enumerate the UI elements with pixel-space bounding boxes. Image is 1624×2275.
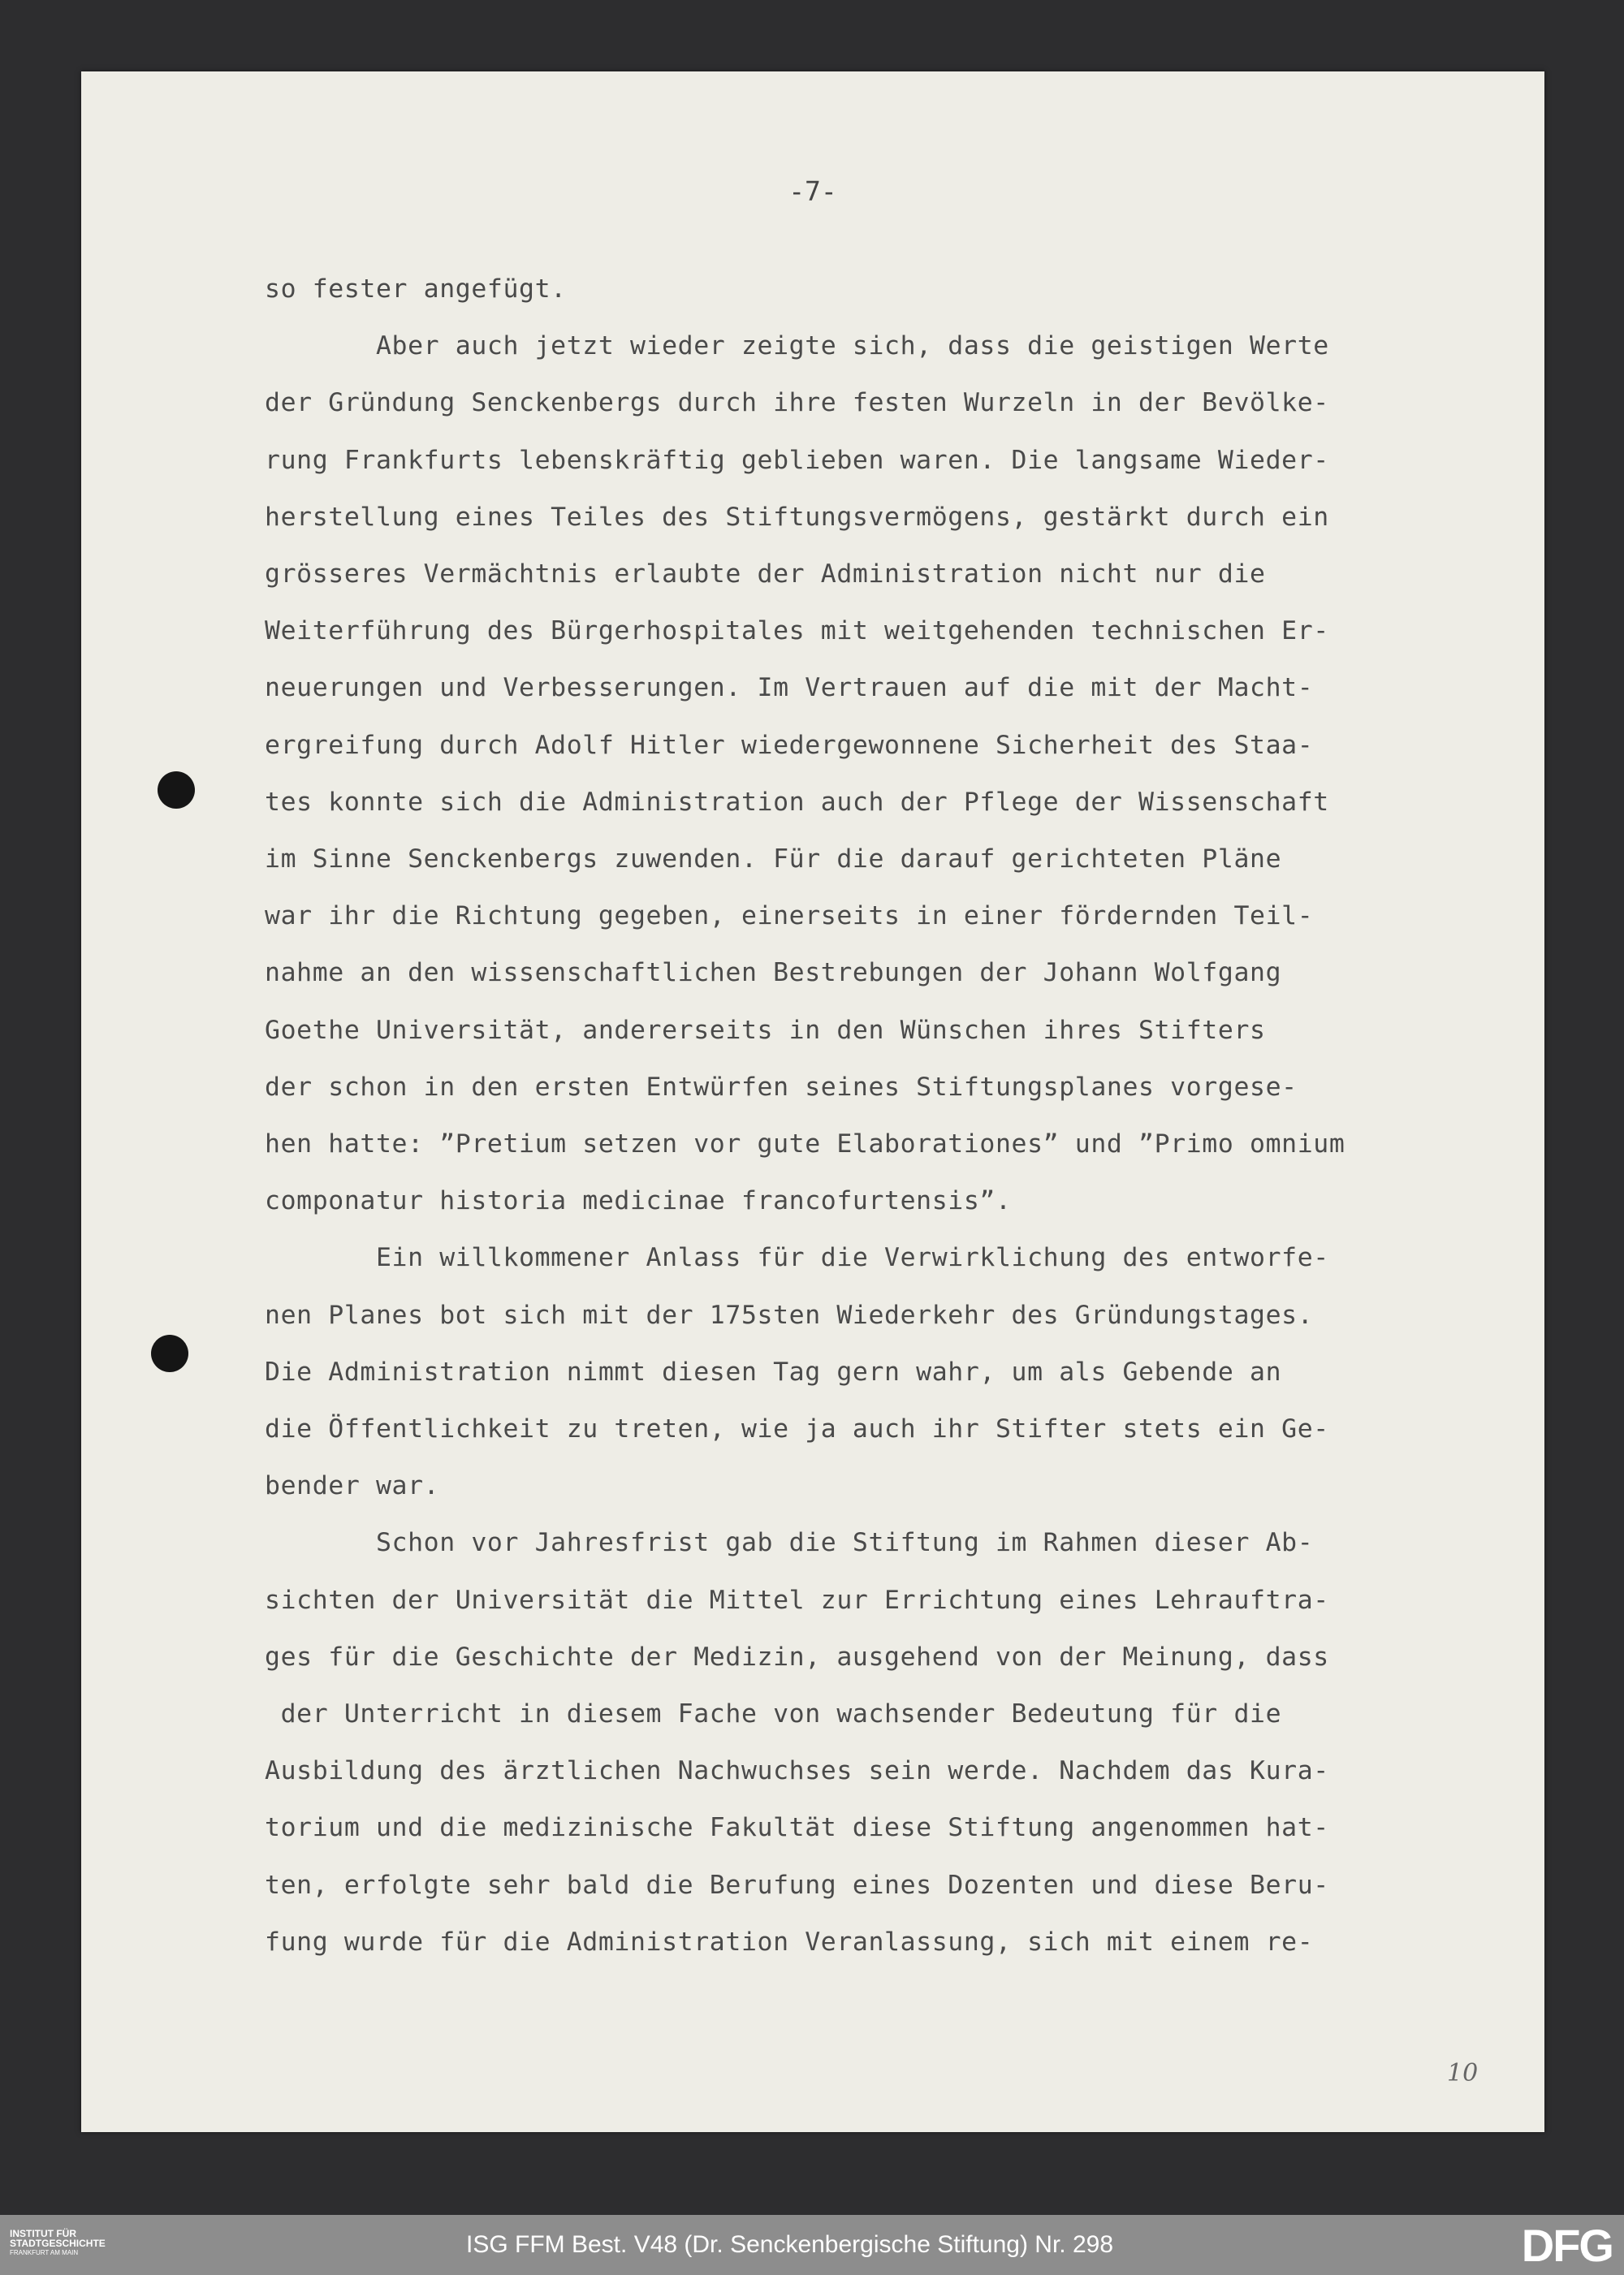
text-line: der Gründung Senckenbergs durch ihre festen Wurzeln in der Bevölke- (265, 388, 1329, 418)
text-line: nen Planes bot sich mit der 175sten Wiederkehr des Gründungstages. (265, 1300, 1314, 1330)
document-page (81, 71, 1544, 2132)
text-line: Aber auch jetzt wieder zeigte sich, dass die geistigen Werte (265, 331, 1329, 361)
text-line: nahme an den wissenschaftlichen Bestrebungen der Johann Wolfgang (265, 958, 1282, 988)
institution-line-1: INSTITUT FÜR (10, 2228, 76, 2239)
text-line: torium und die medizinische Fakultät diese Stiftung angenommen hat- (265, 1813, 1329, 1843)
text-line: neuerungen und Verbesserungen. Im Vertrauen auf die mit der Macht- (265, 673, 1314, 703)
text-line: Ein willkommener Anlass für die Verwirklichung des entworfe- (265, 1243, 1329, 1273)
text-line: der schon in den ersten Entwürfen seines Stiftungsplanes vorgese- (265, 1072, 1298, 1102)
text-line: so fester angefügt. (265, 274, 567, 304)
institution-line-2: STADTGESCHICHTE (10, 2238, 106, 2249)
punch-hole-top (158, 771, 195, 809)
text-line: ges für die Geschichte der Medizin, ausgehend von der Meinung, dass (265, 1642, 1329, 1672)
text-line: rung Frankfurts lebenskräftig geblieben waren. Die langsame Wieder- (265, 445, 1329, 475)
text-line: ergreifung durch Adolf Hitler wiedergewonnene Sicherheit des Staa- (265, 730, 1314, 760)
dfg-logo: DFG (1521, 2220, 1613, 2271)
text-line: der Unterricht in diesem Fache von wachsender Bedeutung für die (265, 1699, 1282, 1729)
text-line: hen hatte: ”Pretium setzen vor gute Elaborationes” und ”Primo omnium (265, 1129, 1345, 1159)
text-line: Weiterführung des Bürgerhospitales mit weitgehenden technischen Er- (265, 616, 1329, 646)
institution-line-3: FRANKFURT AM MAIN (10, 2249, 79, 2256)
page-number: -7- (788, 175, 837, 207)
text-line: Die Administration nimmt diesen Tag gern wahr, um als Gebende an (265, 1357, 1282, 1387)
text-line: tes konnte sich die Administration auch der Pflege der Wissenschaft (265, 787, 1329, 817)
text-line: Goethe Universität, andererseits in den Wünschen ihres Stifters (265, 1015, 1266, 1045)
archive-page-number: 10 (1447, 2059, 1479, 2087)
text-line: ten, erfolgte sehr bald die Berufung eines Dozenten und diese Beru- (265, 1870, 1329, 1900)
institution-logo (10, 2229, 106, 2258)
text-line: war ihr die Richtung gegeben, einerseits in einer fördernden Teil- (265, 901, 1314, 931)
text-line: sichten der Universität die Mittel zur Errichtung eines Lehrauftra- (265, 1585, 1329, 1615)
text-line: componatur historia medicinae francofurtensis”. (265, 1186, 1012, 1216)
text-line: Schon vor Jahresfrist gab die Stiftung im Rahmen dieser Ab- (265, 1528, 1314, 1558)
punch-hole-bottom (151, 1335, 188, 1372)
text-line: herstellung eines Teiles des Stiftungsvermögens, gestärkt durch ein (265, 502, 1329, 532)
archive-caption: ISG FFM Best. V48 (Dr. Senckenbergische Stiftung) Nr. 298 (466, 2231, 1114, 2258)
footer-bar (0, 2215, 1624, 2275)
text-line: fung wurde für die Administration Veranlassung, sich mit einem re- (265, 1927, 1314, 1957)
text-line: die Öffentlichkeit zu treten, wie ja auch ihr Stifter stets ein Ge- (265, 1414, 1329, 1444)
text-line: Ausbildung des ärztlichen Nachwuchses sein werde. Nachdem das Kura- (265, 1756, 1329, 1786)
text-line: grösseres Vermächtnis erlaubte der Administration nicht nur die (265, 559, 1266, 589)
text-line: im Sinne Senckenbergs zuwenden. Für die darauf gerichteten Pläne (265, 844, 1282, 874)
text-line: bender war. (265, 1471, 440, 1501)
